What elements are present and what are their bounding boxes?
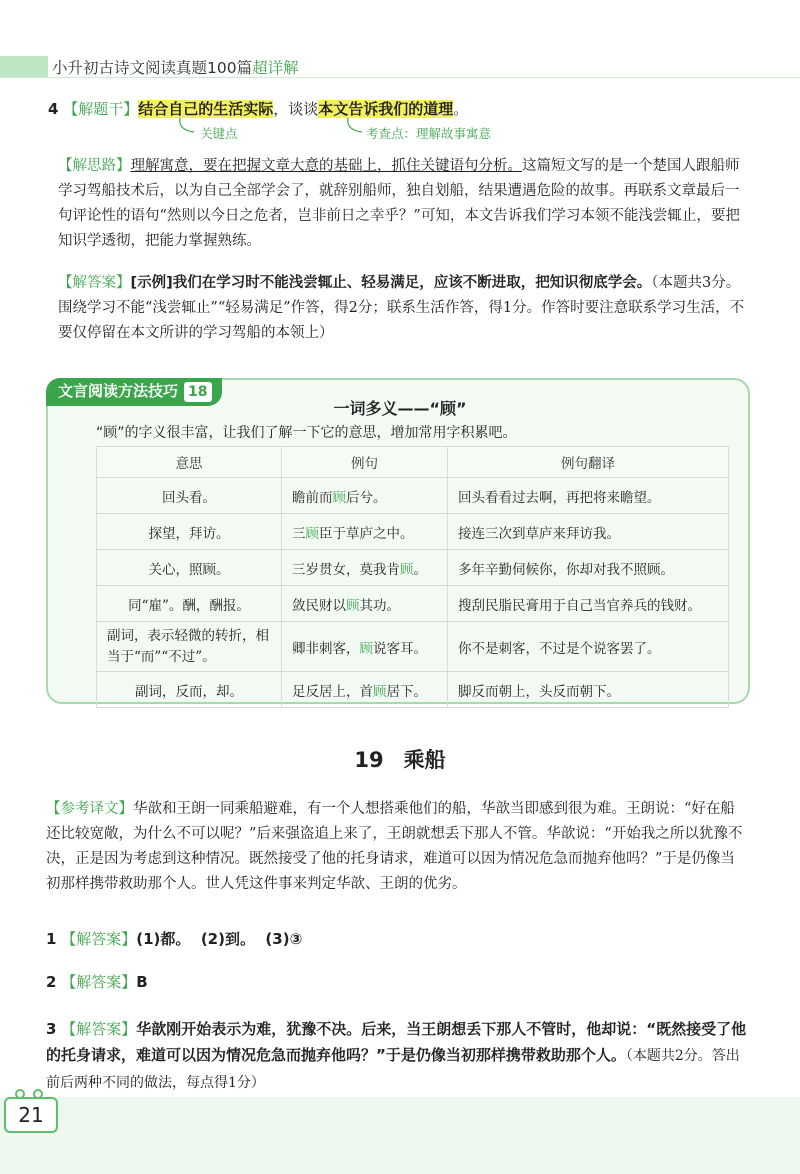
cell-example [282, 586, 448, 622]
answer-3 [46, 1016, 748, 1096]
q4-note-keypoint: 关键点 [200, 126, 238, 141]
cell-example [282, 478, 448, 514]
example-pre: 卿非刺客， [292, 640, 360, 657]
translation-tag: 【参考译文】 [46, 801, 133, 817]
cell-translation: 脚反而朝上，头反而朝下。 [448, 672, 729, 708]
cell-translation: 多年辛勤伺候你，你却对我不照顾。 [448, 550, 729, 586]
answer-text: (1)都。 (2)到。 (3)③ [136, 930, 303, 948]
section-title: 乘船 [403, 748, 446, 772]
table-row [97, 672, 729, 708]
cell-example [282, 622, 448, 672]
col-header-meaning: 意思 [97, 447, 282, 478]
answer-note: （本题共2分。答出前后两种不同的做法，每点得1分） [46, 1048, 740, 1091]
page-number: 21 [4, 1097, 58, 1133]
cell-example [282, 672, 448, 708]
cell-meaning: 同“雇”。酬，酬报。 [97, 586, 282, 622]
q4-answer-note: （本题共3分。围绕学习不能“浅尝辄止”“轻易满足”作答，得2分；联系生活作答，得1分。作答时要注意联系学习生活，不要仅停留在本文所讲的学习驾船的本领上） [58, 275, 745, 341]
section-heading [0, 744, 800, 774]
section-number: 19 [354, 748, 384, 772]
footer-band [0, 1097, 800, 1174]
q4-thinking-key: 理解寓意，要在把握文章大意的基础上，抓住关键语句分析。 [130, 158, 522, 174]
translation-text: 华歆和王朗一同乘船避难，有一个人想搭乘他们的船，华歆当即感到很为难。王朗说：“好在船还比较宽敞，为什么不可以呢？”后来强盗追上来了，王朗就想丢下那人不管。华歆说：“开始我之所以犹豫不决，正是因为考虑到这种情况。既然接受了他的托身请求，难道可以因为情况危急而抛弃他吗？”于是仍像当初那样携带救助那个人。世人凭这件事来判定华歆、王朗的优劣。 [46, 801, 743, 892]
q4-thinking-body: 这篇短文写的是一个楚国人跟船师学习驾船技术后，以为自己全部学会了，就辞别船师，独自划船，结果遭遇危险的故事。再联系文章最后一句评论性的语句“然则以今日之危者，岂非前日之幸乎？”可知，本文告诉我们学习本领不能浅尝辄止，要把知识学透彻，把能力掌握熟练。 [58, 158, 740, 249]
example-pre: 瞻前而 [292, 489, 333, 506]
cell-translation: 搜刮民脂民膏用于自己当官养兵的钱财。 [448, 586, 729, 622]
example-keyword: 顾 [359, 640, 373, 657]
answer-2 [46, 971, 148, 992]
cell-meaning: 回头看。 [97, 478, 282, 514]
q4-thinking-tag: 【解思路】 [58, 158, 131, 174]
cell-example [282, 514, 448, 550]
answer-tag: 【解答案】 [61, 930, 137, 948]
example-pre: 敛民财以 [292, 597, 346, 614]
cell-translation: 你不是刺客，不过是个说客罢了。 [448, 622, 729, 672]
example-keyword: 顾 [373, 683, 387, 700]
book-title: 小升初古诗文阅读真题100篇 [52, 59, 253, 77]
answer-tag: 【解答案】 [61, 973, 137, 991]
cell-meaning: 探望，拜访。 [97, 514, 282, 550]
tip-title: 一词多义——“顾” [333, 399, 467, 418]
q4-number: 4 [48, 100, 59, 118]
table-row [97, 586, 729, 622]
q4-stem-text: ，谈谈 [273, 100, 319, 118]
yi-table-wrap [96, 446, 729, 708]
answer-text: 华歆刚开始表示为难，犹豫不决。后来，当王朗想丢下那人不管时，他却说：“既然接受了他的托身请求，难道可以因为情况危急而抛弃他吗？”于是仍像当初那样携带救助那个人。 [46, 1020, 747, 1064]
example-post: 。 [413, 561, 427, 578]
table-row [97, 622, 729, 672]
cell-meaning: 副词，表示轻微的转折，相当于“而”“不过”。 [97, 622, 282, 672]
example-keyword: 顾 [305, 525, 319, 542]
example-post: 后兮。 [346, 489, 387, 506]
table-row [97, 514, 729, 550]
answer-number: 3 [46, 1020, 57, 1038]
q4-keypoint: 结合自己的生活实际 [138, 100, 274, 118]
book-subtitle: 超详解 [252, 59, 299, 77]
q4-thinking [58, 154, 748, 254]
cell-meaning: 副词，反而，却。 [97, 672, 282, 708]
q4-focus: 本文告诉我们的道理 [318, 100, 454, 118]
q4-tag: 【解题干】 [63, 100, 139, 118]
table-row [97, 550, 729, 586]
answer-text: B [136, 973, 148, 991]
example-pre: 足反居上，首 [292, 683, 373, 700]
example-post: 居下。 [386, 683, 427, 700]
table-header-row [97, 447, 729, 478]
q4-answer [58, 271, 748, 346]
cell-example [282, 550, 448, 586]
example-pre: 三岁贯女，莫我肯 [292, 561, 400, 578]
cell-translation: 回头看看过去啊，再把将来瞻望。 [448, 478, 729, 514]
tip-badge-label: 文言阅读方法技巧 [58, 382, 179, 400]
cell-meaning: 关心，照顾。 [97, 550, 282, 586]
example-post: 臣于草庐之中。 [319, 525, 414, 542]
example-pre: 三 [292, 525, 306, 542]
tip-badge-number: 18 [184, 382, 211, 402]
reference-translation [46, 797, 748, 897]
example-keyword: 顾 [400, 561, 414, 578]
example-post: 说客耳。 [373, 640, 427, 657]
col-header-translation: 例句翻译 [448, 447, 729, 478]
example-keyword: 顾 [346, 597, 360, 614]
meaning-table [96, 446, 729, 708]
example-post: 其功。 [359, 597, 400, 614]
header-accent-bar [0, 56, 48, 78]
example-keyword: 顾 [332, 489, 346, 506]
q4-answer-tag: 【解答案】 [58, 275, 131, 291]
answer-tag: 【解答案】 [61, 1020, 137, 1038]
answer-number: 2 [46, 973, 57, 991]
tip-intro: “顾”的字义很丰富，让我们了解一下它的意思，增加常用字积累吧。 [96, 425, 517, 441]
table-row [97, 478, 729, 514]
col-header-example: 例句 [282, 447, 448, 478]
q4-note-focus: 考查点：理解故事寓意 [366, 126, 492, 141]
running-header [52, 56, 299, 78]
answer-1 [46, 928, 302, 949]
q4-stem-end: 。 [453, 100, 469, 118]
cell-translation: 接连三次到草庐来拜访我。 [448, 514, 729, 550]
q4-answer-text: [示例]我们在学习时不能浅尝辄止、轻易满足，应该不断进取，把知识彻底学会。 [130, 275, 652, 291]
answer-number: 1 [46, 930, 57, 948]
